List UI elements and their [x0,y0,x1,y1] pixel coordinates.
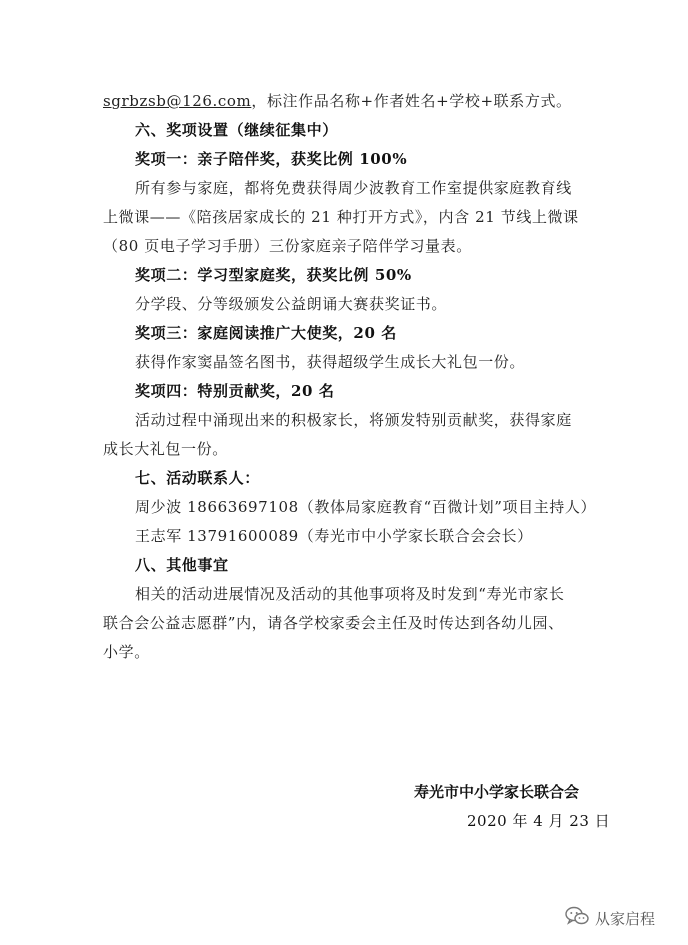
email-line [103,91,572,111]
award-4-text-2: 成长大礼包一份。 [103,440,228,458]
signature-date: 2020 年 4 月 23 日 [467,812,611,830]
watermark-text: 从家启程 [595,909,656,928]
award-1-heading: 奖项一：亲子陪伴奖，获奖比例 100% [135,150,408,168]
other-text-3: 小学。 [103,643,150,661]
award-4-heading: 奖项四：特别贡献奖，20 名 [135,382,335,400]
signature: 寿光市中小学家长联合会 [414,783,580,801]
award-2-heading: 奖项二：学习型家庭奖，获奖比例 50% [135,266,412,284]
watermark [565,905,655,931]
section-heading-contacts: 七、活动联系人： [135,469,260,487]
award-1-text-2: 上微课——《陪孩居家成长的 21 种打开方式》，内含 21 节线上微课 [103,208,579,226]
award-4-text-1: 活动过程中涌现出来的积极家长，将颁发特别贡献奖，获得家庭 [135,411,572,429]
other-text-1: 相关的活动进展情况及活动的其他事项将及时发到“寿光市家长 [135,585,565,603]
award-3-text: 获得作家窦晶签名图书，获得超级学生成长大礼包一份。 [135,353,526,371]
email-link[interactable]: sgrbzsb@126.com [103,92,252,110]
other-text-2: 联合会公益志愿群”内，请各学校家委会主任及时传达到各幼儿园、 [103,614,564,632]
section-heading-other: 八、其他事宜 [135,556,229,574]
contact-2: 王志军 13791600089（寿光市中小学家长联合会会长） [135,527,533,545]
section-heading-awards: 六、奖项设置（继续征集中） [135,121,338,139]
email-line-text: ，标注作品名称+作者姓名+学校+联系方式。 [251,92,572,110]
contact-1: 周少波 18663697108（教体局家庭教育“百微计划”项目主持人） [135,498,597,516]
wechat-icon [565,906,589,930]
award-3-heading: 奖项三：家庭阅读推广大使奖，20 名 [135,324,397,342]
award-2-text: 分学段、分等级颁发公益朗诵大赛获奖证书。 [135,295,448,313]
award-1-text-1: 所有参与家庭，都将免费获得周少波教育工作室提供家庭教育线 [135,179,572,197]
award-1-text-3: （80 页电子学习手册）三份家庭亲子陪伴学习量表。 [103,237,472,255]
